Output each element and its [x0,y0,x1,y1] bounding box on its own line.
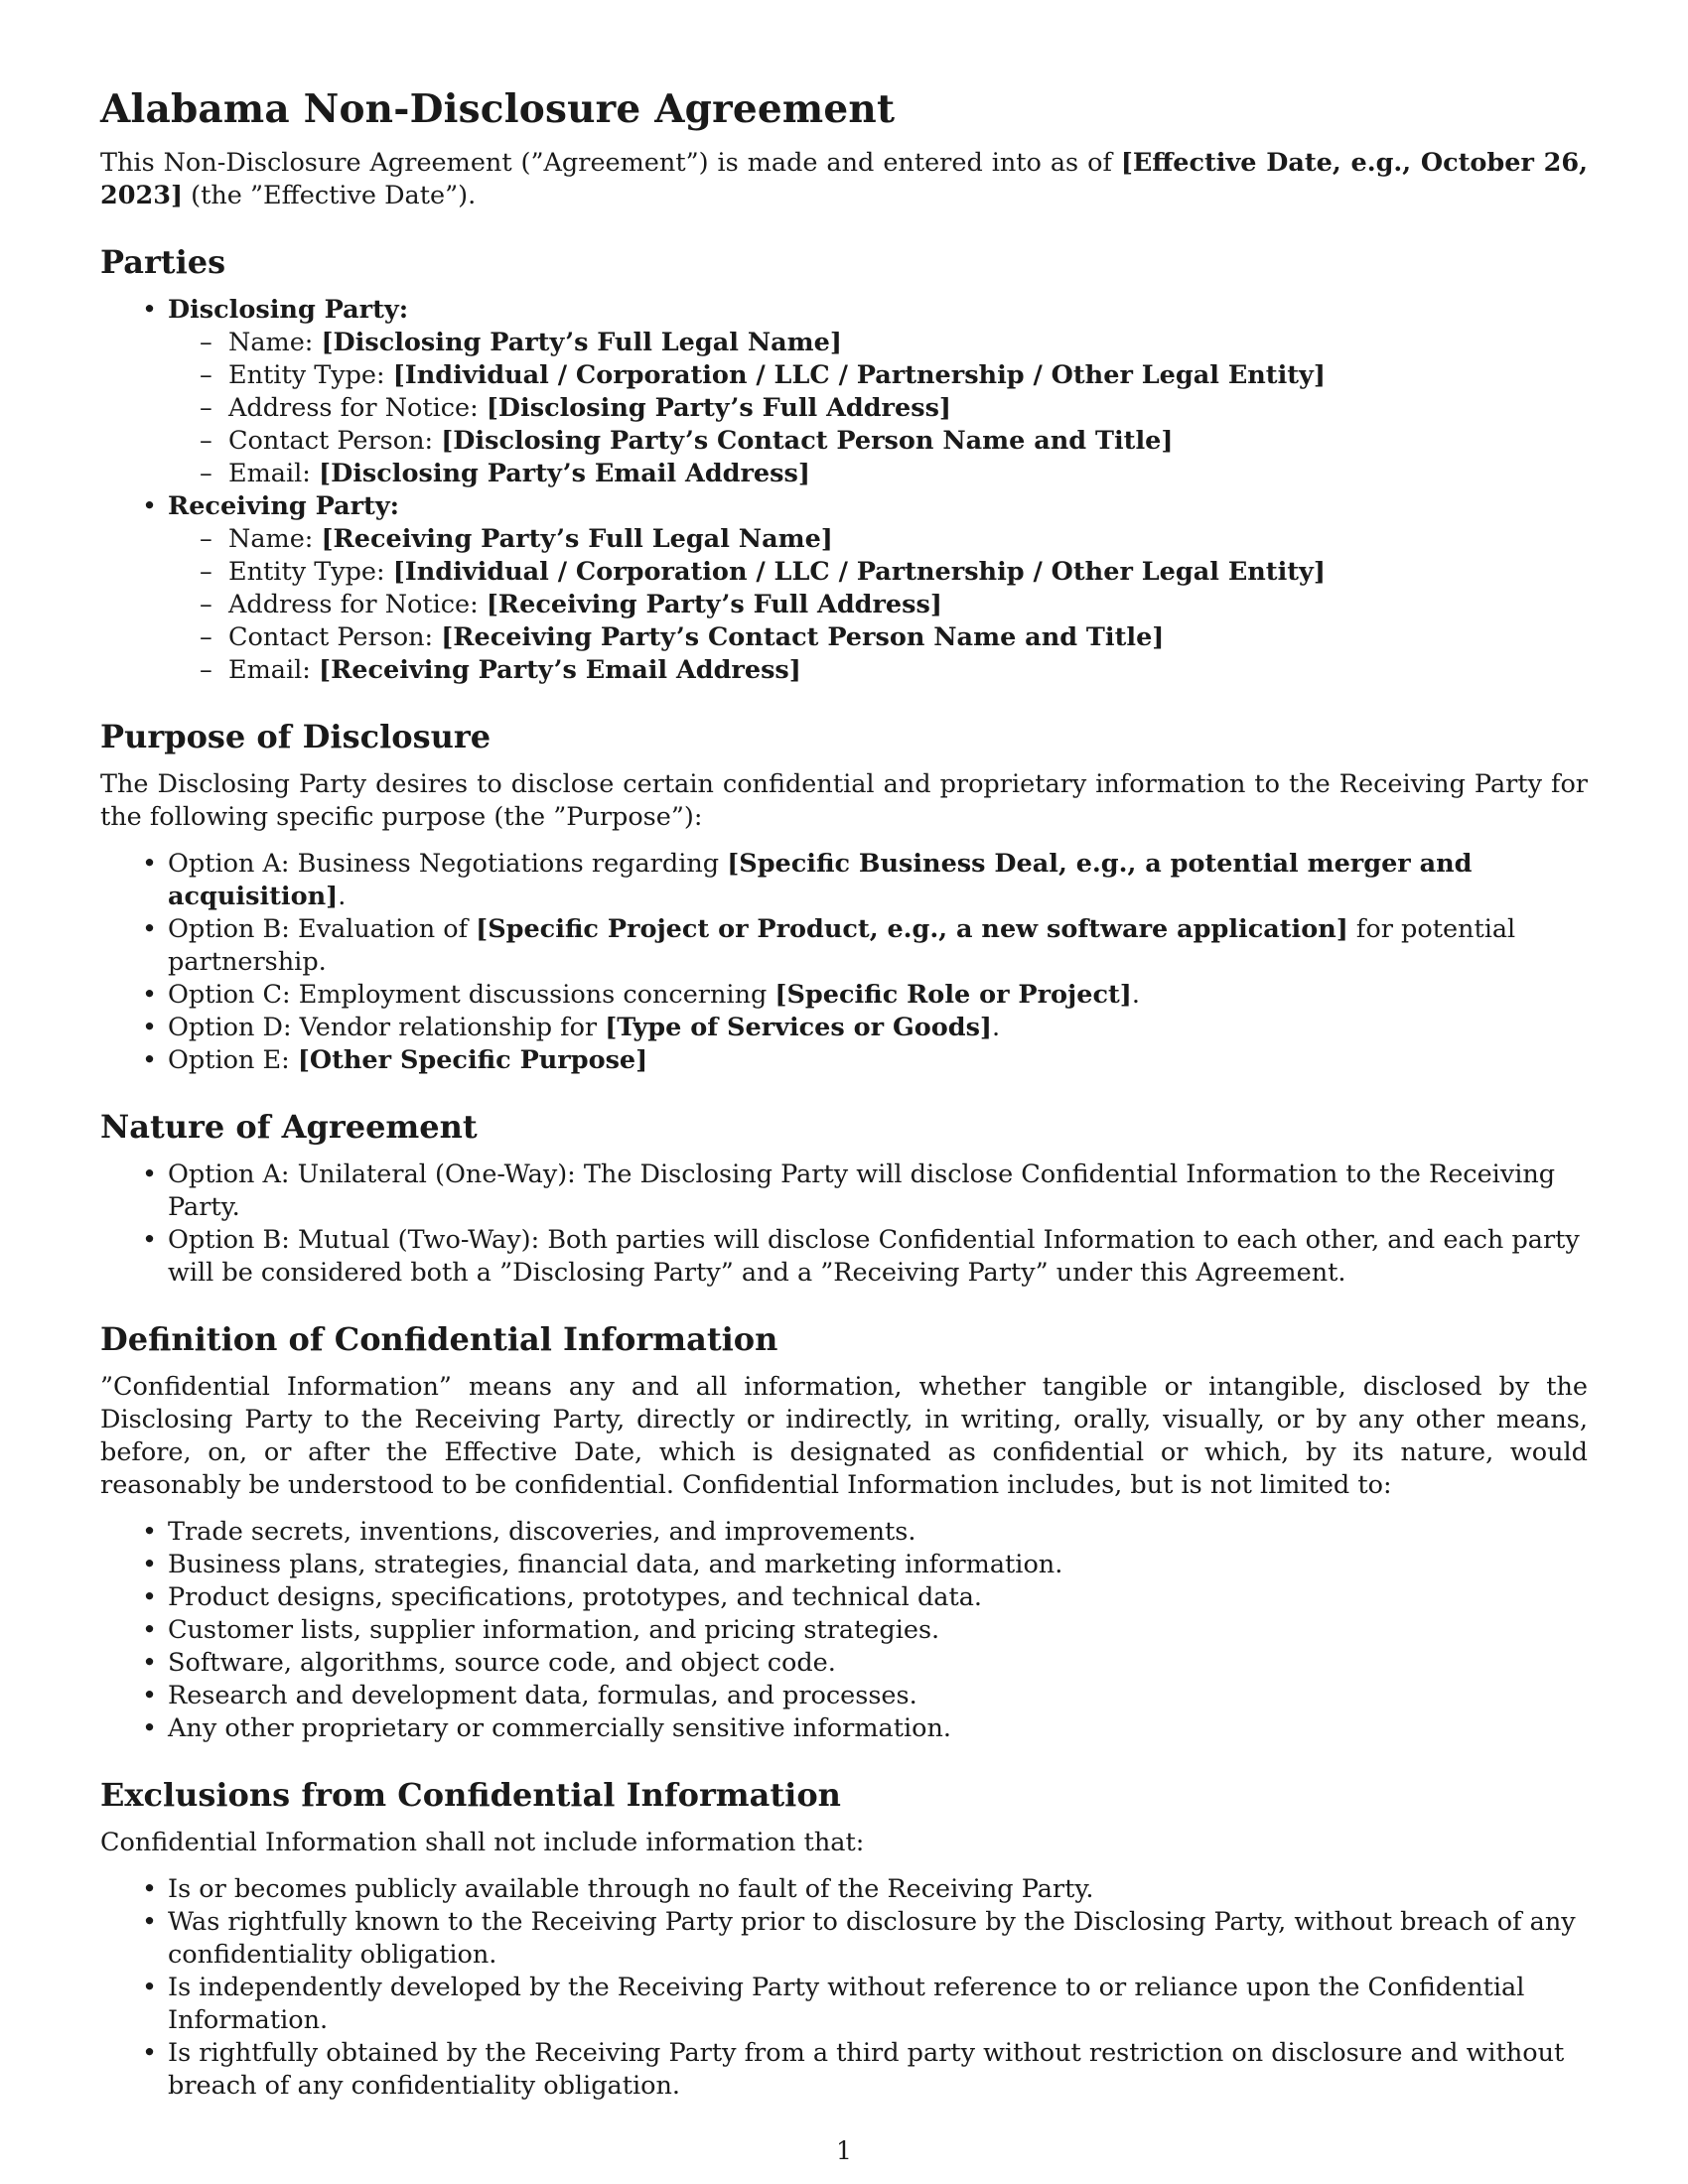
list-item: • Business plans, strategies, financial data, and marketing information. [100,1549,1588,1581]
field-label: Name: [228,328,322,357]
document-title: Alabama Non-Disclosure Agreement [100,86,896,132]
field-label: Contact Person: [228,622,442,652]
field-label: Contact Person: [228,426,442,456]
disclosing-contact-field [200,425,1588,458]
purpose-option-e [100,1044,1588,1077]
list-item: • Any other proprietary or commercially sensitive information. [100,1712,1588,1745]
exclusions-heading: Exclusions from Confidential Information [100,1776,841,1814]
list-item: • Trade secrets, inventions, discoveries, and improvements. [100,1516,1588,1549]
field-value: [Individual / Corporation / LLC / Partnership / Other Legal Entity] [392,360,1326,390]
parties-heading: Parties [100,243,226,281]
purpose-heading: Purpose of Disclosure [100,718,492,755]
option-text-end: . [1131,980,1140,1010]
page-number: 1 [836,2136,852,2165]
field-label: Address for Notice: [228,590,487,619]
field-label: Address for Notice: [228,393,487,423]
list-item: • Software, algorithms, source code, and object code. [100,1647,1588,1680]
option-text-end: for potential partnership. [168,914,1516,977]
disclosing-entity-field [200,359,1588,392]
field-value: [Disclosing Party’s Full Legal Name] [321,328,842,357]
option-text: Option C: Employment discussions concerning [168,980,775,1010]
disclosing-email-field [200,458,1588,490]
field-value: [Receiving Party’s Email Address] [319,655,801,685]
parties-list [100,294,1588,687]
nature-heading: Nature of Agreement [100,1108,478,1146]
disclosing-party-label: Disclosing Party: [168,295,409,325]
receiving-entity-field [200,556,1588,589]
purpose-option-d [100,1012,1588,1044]
purpose-options-list [100,848,1588,1077]
option-placeholder: [Specific Business Deal, e.g., a potential merger and acquisition] [168,849,1473,911]
option-placeholder: [Specific Role or Project] [774,980,1132,1010]
list-item: • Product designs, specifications, prototypes, and technical data. [100,1581,1588,1614]
purpose-intro: The Disclosing Party desires to disclose certain confidential and proprietary information to the Receiving Party for the following specific purpose (the ”Purpose”): [100,769,1588,832]
list-item: • Is or becomes publicly available through no fault of the Receiving Party. [100,1873,1588,1906]
option-text-end: . [992,1013,1001,1042]
disclosing-party-item [100,294,1588,490]
option-placeholder: [Specific Project or Product, e.g., a new software application] [476,914,1348,944]
intro-text-b: (the ”Effective Date”). [183,181,477,210]
field-label: Name: [228,524,322,554]
effective-date-placeholder: [Effective Date, e.g., October 26, 2023] [100,148,1588,210]
receiving-address-field [200,589,1588,621]
purpose-option-c [100,979,1588,1012]
definition-items-list [100,1516,1588,1745]
list-item: • Customer lists, supplier information, and pricing strategies. [100,1614,1588,1647]
exclusions-items-list [100,1873,1588,2103]
list-item: • Research and development data, formulas, and processes. [100,1680,1588,1712]
list-item: • Is rightfully obtained by the Receiving Party from a third party without restriction on disclosure and without breach of any confidentiality obligation. [100,2037,1588,2103]
field-value: [Individual / Corporation / LLC / Partnership / Other Legal Entity] [392,557,1326,587]
definition-intro: ”Confidential Information” means any and all information, whether tangible or intangible, disclosed by the Disclosing Party to the Receiving Party, directly or indirectly, in writing, orally, visually, or by any other means, before, on, or after the Effective Date, which is designated as confidential or which, by its nature, would reasonably be understood to be confidential. Confidential Information includes, but is not limited to: [100,1372,1588,1500]
disclosing-address-field [200,392,1588,425]
document-page [100,85,1588,2103]
option-text: Option E: [168,1045,298,1075]
disclosing-party-fields [168,327,1588,490]
list-item: • Is independently developed by the Receiving Party without reference to or reliance upon the Confidential Information. [100,1972,1588,2037]
field-label: Email: [228,459,320,488]
option-text-end: . [338,882,347,911]
field-value: [Receiving Party’s Contact Person Name and Title] [441,622,1165,652]
intro-paragraph [100,147,1588,212]
exclusions-intro: Confidential Information shall not include information that: [100,1828,865,1857]
nature-option-b: • Option B: Mutual (Two-Way): Both parties will disclose Confidential Information to each other, and each party will be considered both a ”Disclosing Party” and a ”Receiving Party” under this Agreement. [100,1224,1588,1290]
option-placeholder: [Other Specific Purpose] [297,1045,648,1075]
receiving-party-label: Receiving Party: [168,491,400,521]
definition-heading: Definition of Confidential Information [100,1320,778,1358]
purpose-option-a [100,848,1588,913]
purpose-option-b [100,913,1588,979]
receiving-name-field [200,523,1588,556]
list-item: • Was rightfully known to the Receiving Party prior to disclosure by the Disclosing Party, without breach of any confidentiality obligation. [100,1906,1588,1972]
field-value: [Receiving Party’s Full Legal Name] [321,524,833,554]
receiving-party-item [100,490,1588,687]
option-placeholder: [Type of Services or Goods] [605,1013,992,1042]
receiving-contact-field [200,621,1588,654]
field-value: [Disclosing Party’s Contact Person Name and Title] [441,426,1174,456]
field-value: [Receiving Party’s Full Address] [486,590,942,619]
disclosing-name-field [200,327,1588,359]
field-value: [Disclosing Party’s Full Address] [486,393,951,423]
field-value: [Disclosing Party’s Email Address] [319,459,810,488]
option-text: Option A: Business Negotiations regarding [168,849,728,879]
receiving-email-field [200,654,1588,687]
option-text: Option B: Evaluation of [168,914,477,944]
field-label: Entity Type: [228,360,393,390]
intro-text-a: This Non-Disclosure Agreement (”Agreement”) is made and entered into as of [100,148,1121,178]
nature-option-a: • Option A: Unilateral (One-Way): The Disclosing Party will disclose Confidential Information to the Receiving Party. [100,1159,1588,1224]
field-label: Email: [228,655,320,685]
field-label: Entity Type: [228,557,393,587]
option-text: Option D: Vendor relationship for [168,1013,606,1042]
receiving-party-fields [168,523,1588,687]
nature-options-list [100,1159,1588,1290]
